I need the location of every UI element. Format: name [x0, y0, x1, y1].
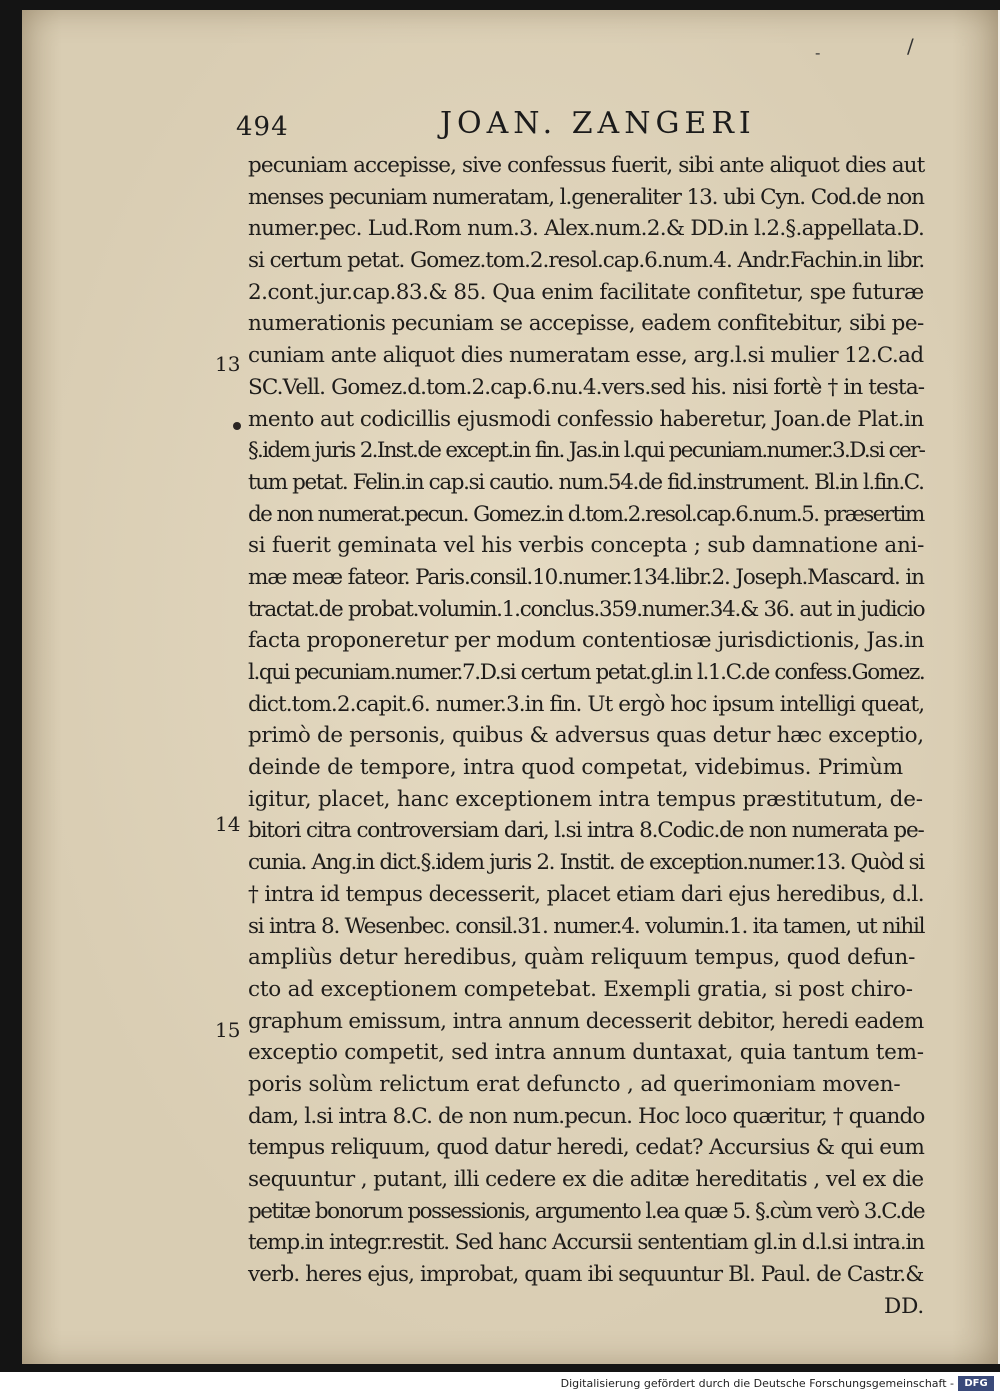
text-line: si certum petat. Gomez.tom.2.resol.cap.6.num.4. Andr.Fachin.in libr.	[248, 248, 925, 274]
margin-number: 13	[215, 352, 241, 376]
text-line: de non numerat.pecun. Gomez.in d.tom.2.resol.cap.6.num.5. præsertim	[248, 501, 924, 527]
page-number: 494	[236, 112, 289, 142]
text-line: poris solùm relictum erat defuncto , ad querimoniam moven-	[248, 1071, 901, 1097]
text-line: temp.in integr.restit. Sed hanc Accursii sententiam gl.in d.l.si intra.in	[248, 1230, 925, 1256]
text-line: cto ad exceptionem competebat. Exempli gratia, si post chiro-	[248, 976, 913, 1002]
text-line: graphum emissum, intra annum decesserit debitor, heredi eadem	[248, 1008, 924, 1034]
text-line: primò de personis, quibus & adversus quas detur hæc exceptio,	[248, 723, 924, 749]
text-line: ampliùs detur heredibus, quàm reliquum tempus, quod defun-	[248, 945, 916, 971]
text-line: petitæ bonorum possessionis, argumento l.ea quæ 5. §.cùm verò 3.C.de	[248, 1198, 925, 1224]
text-line: SC.Vell. Gomez.d.tom.2.cap.6.nu.4.vers.sed his. nisi fortè † in testa-	[248, 374, 925, 400]
margin-number: 15	[215, 1018, 241, 1042]
text-line: tractat.de probat.volumin.1.conclus.359.numer.34.& 36. aut in judicio	[248, 596, 925, 622]
dfg-logo: DFG	[958, 1376, 994, 1391]
pencil-mark: /	[907, 34, 914, 58]
ink-dot	[233, 422, 241, 430]
text-line: cunia. Ang.in dict.§.idem juris 2. Instit. de exception.numer.13. Quòd si	[248, 850, 924, 876]
text-line: numerationis pecuniam se accepisse, eadem confitebitur, sibi pe-	[248, 311, 924, 337]
text-line: facta proponeretur per modum contentiosæ jurisdictionis, Jas.in	[248, 628, 925, 654]
text-line-catchword: DD.	[884, 1293, 924, 1319]
text-line: numer.pec. Lud.Rom num.3. Alex.num.2.& DD.in l.2.§.appellata.D.	[248, 216, 925, 242]
text-line: menses pecuniam numeratam, l.generaliter 13. ubi Cyn. Cod.de non	[248, 184, 924, 210]
pencil-mark: -	[815, 43, 821, 62]
text-line: sequuntur , putant, illi cedere ex die aditæ hereditatis , vel ex die	[248, 1167, 924, 1192]
text-line: † intra id tempus decesserit, placet etiam dari ejus heredibus, d.l.	[248, 881, 924, 907]
text-line: cuniam ante aliquot dies numeratam esse, arg.l.si mulier 12.C.ad	[248, 343, 924, 369]
body-text	[248, 150, 924, 1322]
text-line: si fuerit geminata vel his verbis concepta ; sub damnatione ani-	[248, 533, 925, 559]
text-line: dict.tom.2.capit.6. numer.3.in fin. Ut ergò hoc ipsum intelligi queat,	[248, 691, 925, 717]
text-line: tum petat. Felin.in cap.si cautio. num.54.de fid.instrument. Bl.in l.fin.C.	[248, 469, 924, 495]
text-line: l.qui pecuniam.numer.7.D.si certum petat.gl.in l.1.C.de confess.Gomez.	[248, 660, 925, 685]
footer-bar	[0, 1372, 1000, 1396]
text-line: pecuniam accepisse, sive confessus fuerit, sibi ante aliquot dies aut	[248, 153, 925, 178]
text-line: dam, l.si intra 8.C. de non num.pecun. Hoc loco quæritur, † quando	[248, 1103, 925, 1129]
text-line: 2.cont.jur.cap.83.& 85. Qua enim facilitate confitetur, spe futuræ	[248, 279, 924, 305]
running-head: JOAN. ZANGERI	[440, 106, 756, 141]
text-line: mento aut codicillis ejusmodi confessio haberetur, Joan.de Plat.in	[248, 406, 924, 432]
text-line: igitur, placet, hanc exceptionem intra tempus præstitutum, de-	[248, 786, 923, 812]
text-line: exceptio competit, sed intra annum duntaxat, quia tantum tem-	[248, 1040, 924, 1066]
text-line: tempus reliquum, quod datur heredi, cedat? Accursius & qui eum	[248, 1135, 925, 1161]
margin-number: 14	[215, 812, 241, 836]
text-line: bitori citra controversiam dari, l.si intra 8.Codic.de non numerata pe-	[248, 818, 924, 844]
text-line: §.idem juris 2.Inst.de except.in fin. Jas.in l.qui pecuniam.numer.3.D.si cer-	[248, 438, 925, 464]
text-line: deinde de tempore, intra quod competat, videbimus. Primùm	[248, 755, 903, 781]
text-line: si intra 8. Wesenbec. consil.31. numer.4. volumin.1. ita tamen, ut nihil	[248, 913, 925, 939]
text-line: verb. heres ejus, improbat, quam ibi sequuntur Bl. Paul. de Castr.&	[248, 1262, 924, 1288]
footer-credit: Digitalisierung gefördert durch die Deutsche Forschungsgemeinschaft -	[560, 1377, 954, 1390]
text-line: mæ meæ fateor. Paris.consil.10.numer.134.libr.2. Joseph.Mascard. in	[248, 564, 924, 590]
